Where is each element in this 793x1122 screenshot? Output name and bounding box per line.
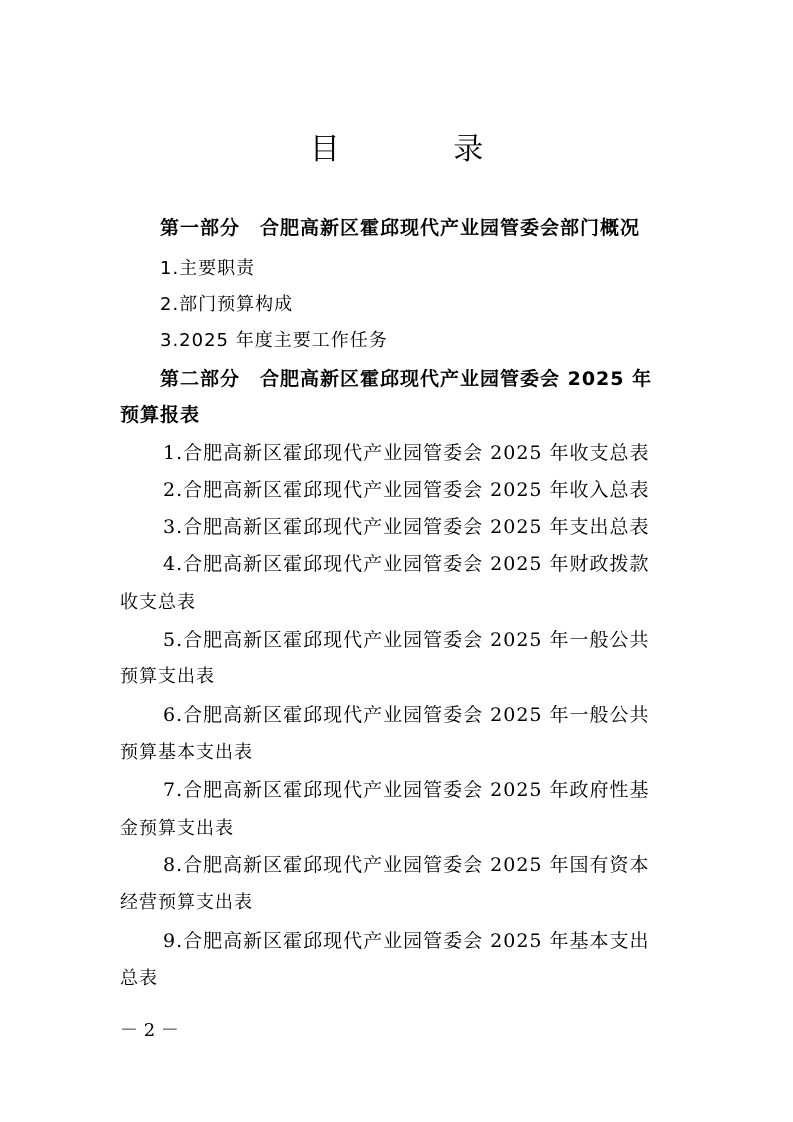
part2-item-6-line1: 6.合肥高新区霍邱现代产业园管委会 2025 年一般公共 [163,704,650,726]
part2-item-5-line2: 预算支出表 [120,666,215,687]
part2-item-4-line2: 收支总表 [120,592,196,613]
part2-item-5-line1: 5.合肥高新区霍邱现代产业园管委会 2025 年一般公共 [163,629,650,651]
part2-item-6-line2: 预算基本支出表 [120,742,253,763]
part1-item-1: 1.主要职责 [160,258,256,279]
part2-item-1: 1.合肥高新区霍邱现代产业园管委会 2025 年收支总表 [163,442,650,464]
page-number: － 2 － [120,1020,179,1041]
part2-item-7-line1: 7.合肥高新区霍邱现代产业园管委会 2025 年政府性基 [163,779,650,801]
page-title: 目 录 [309,132,536,167]
part2-item-9-line1: 9.合肥高新区霍邱现代产业园管委会 2025 年基本支出 [163,930,650,952]
part2-heading-line1: 第二部分 合肥高新区霍邱现代产业园管委会 2025 年 [160,368,653,390]
part1-item-2: 2.部门预算构成 [160,294,294,315]
part2-item-8-line2: 经营预算支出表 [120,892,253,913]
part1-item-3: 3.2025 年度主要工作任务 [160,330,388,351]
part2-heading-line2: 预算报表 [120,404,201,426]
part2-item-9-line2: 总表 [120,968,158,989]
part2-item-4-line1: 4.合肥高新区霍邱现代产业园管委会 2025 年财政拨款 [163,553,650,575]
part2-item-3: 3.合肥高新区霍邱现代产业园管委会 2025 年支出总表 [163,516,650,538]
part1-heading: 第一部分 合肥高新区霍邱现代产业园管委会部门概况 [160,217,641,239]
part2-item-7-line2: 金预算支出表 [120,818,234,839]
part2-item-8-line1: 8.合肥高新区霍邱现代产业园管委会 2025 年国有资本 [163,854,650,876]
part2-item-2: 2.合肥高新区霍邱现代产业园管委会 2025 年收入总表 [163,479,650,501]
